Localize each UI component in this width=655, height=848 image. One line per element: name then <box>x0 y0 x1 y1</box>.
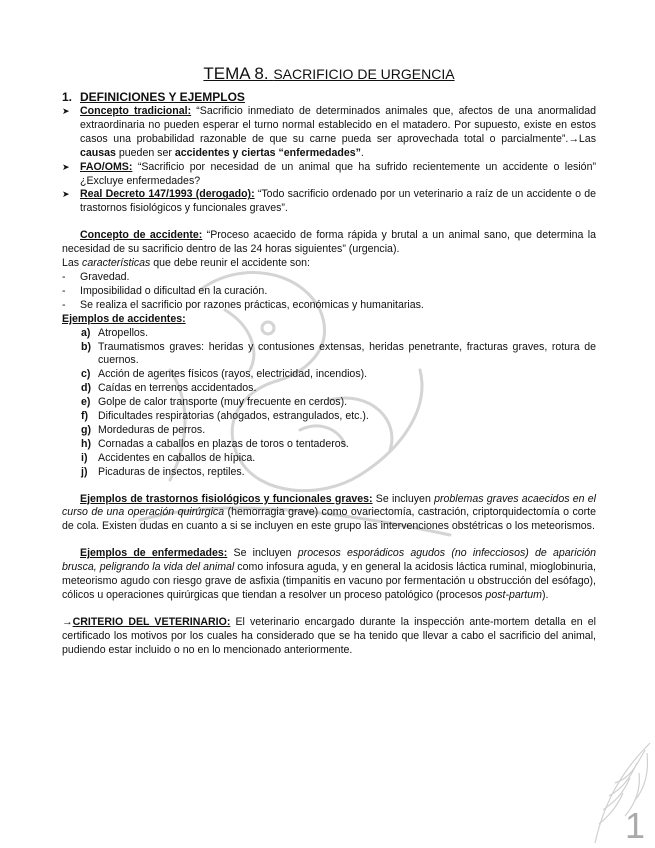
example-text: Accidentes en caballos de hípica. <box>98 451 256 464</box>
example-text: Caídas en terrenos accidentados. <box>98 382 257 395</box>
arrow-bullet-icon: ➤ <box>62 189 70 200</box>
examples-heading-text: Ejemplos de accidentes: <box>62 312 186 325</box>
example-letter: e) <box>81 396 91 409</box>
page-title <box>62 62 596 86</box>
characteristic-text: Gravedad. <box>80 270 130 283</box>
trastornos-paragraph <box>62 493 596 535</box>
enfermedades-text: ). <box>541 589 549 601</box>
definitions-list <box>62 105 596 216</box>
example-text: Traumatismos graves: heridas y contusiones extensas, heridas penetrante, fracturas graves, rotura de cuernos. <box>98 340 596 367</box>
accident-examples-list <box>62 327 596 480</box>
example-text: Acción de agentes físicos (rayos, electricidad, incendios). <box>98 368 368 381</box>
accident-concept-paragraph <box>62 229 596 257</box>
accident-concept-text: “Proceso acaecido de forma rápida y brutal a un animal sano, que determina la necesidad de su sacrificio dentro de las 24 horas siguientes” (urgencia). <box>62 229 597 256</box>
example-letter: c) <box>81 368 91 381</box>
title-sub: SACRIFICIO DE URGENCIA <box>273 66 455 82</box>
document-content <box>62 62 596 658</box>
definition-text: “Sacrificio inmediato de determinados animales que, afectos de una anormalidad extraordinaria no pueden esperar el turno normal establecido en el matadero. Por supuesto, existe en estos casos una probabilidad razonable de que su carne pueda ser aprovechada total o parcialmente”.→Las <box>80 105 596 145</box>
characteristic-item <box>62 285 596 299</box>
definition-label: Concepto tradicional: <box>80 105 192 117</box>
example-letter: g) <box>81 423 91 436</box>
trastornos-label: Ejemplos de trastornos fisiológicos y funcionales graves: <box>80 492 373 505</box>
example-item <box>62 368 596 382</box>
enfermedades-text: como infosura aguda, y en general la acidosis láctica ruminal, mioglobinuria, meteorismo agudo con riesgo grave de asfixia (timpanitis en vacuno por fermentación u obstrucción del esófago), cólicos u operaciones quirúrgicas que tiendan a resolver un proceso patológico (procesos <box>62 561 596 601</box>
example-item <box>62 410 596 424</box>
example-text: Cornadas a caballos en plazas de toros o tentaderos. <box>98 437 349 450</box>
enfermedades-paragraph <box>62 547 596 603</box>
characteristics-intro-italic: características <box>82 257 151 270</box>
definition-label: FAO/OMS: <box>80 160 133 173</box>
arrow-bullet-icon: ➤ <box>62 106 70 116</box>
example-letter: f) <box>81 410 89 423</box>
trastornos-italic: problemas graves acaecidos en el curso de una operación quirúrgica <box>62 492 596 519</box>
characteristic-text: Se realiza el sacrificio por razones prácticas, económicas y humanitarias. <box>80 298 424 311</box>
enfermedades-text: Se incluyen <box>227 547 298 560</box>
dash-bullet: - <box>62 298 66 311</box>
example-item <box>62 341 596 369</box>
example-item <box>62 396 596 410</box>
accident-concept-label: Concepto de accidente: <box>80 229 203 242</box>
criterio-paragraph <box>62 616 596 658</box>
spacer <box>62 480 596 493</box>
definition-item <box>62 161 596 189</box>
right-arrow-icon: → <box>62 615 73 628</box>
dash-bullet: - <box>62 284 66 297</box>
spacer <box>62 534 596 547</box>
example-text: Atropellos. <box>98 326 149 339</box>
example-text: Picaduras de insectos, reptiles. <box>98 465 245 478</box>
title-main: TEMA 8. <box>203 64 269 83</box>
spacer <box>62 603 596 616</box>
definition-text: “Todo sacrificio ordenado por un veterinario a raíz de un accidente o de trastornos fisiológicos y funcionales graves”. <box>80 188 597 215</box>
example-letter: a) <box>81 326 91 339</box>
example-item <box>62 466 596 480</box>
characteristic-item <box>62 271 596 285</box>
enfermedades-italic: post-partum <box>485 589 542 601</box>
characteristics-intro-text: Las <box>62 257 83 270</box>
characteristic-text: Imposibilidad o dificultad en la curación. <box>80 284 268 297</box>
definition-text: “Sacrificio por necesidad de un animal que ha sufrido recientemente un accidente o lesión” ¿Excluye enfermedades? <box>80 160 596 187</box>
definition-text: . <box>360 146 364 159</box>
criterio-text: El veterinario encargado durante la inspección ante-mortem detalla en el certificado los motivos por los cuales ha considerado que se ha tenido que llevar a cabo el sacrificio del animal, pudiendo estar incluido o no en lo mencionado anteriormente. <box>62 615 596 656</box>
characteristics-intro <box>62 257 596 271</box>
example-item <box>62 424 596 438</box>
example-letter: b) <box>81 340 91 353</box>
characteristic-item <box>62 299 596 313</box>
example-letter: i) <box>81 451 88 464</box>
definition-text: pueden ser <box>115 146 175 159</box>
example-text: Golpe de calor transporte (muy frecuente en cerdos). <box>98 396 348 409</box>
trastornos-text: (hemorragia grave) como ovariectomía, castración, criptorquidectomía o corte de cola. Existen dudas en cuanto a si se incluyen en este grupo las intervenciones obstétricas o los meteorismos. <box>62 506 596 533</box>
enfermedades-label: Ejemplos de enfermedades: <box>80 547 228 560</box>
definition-item <box>62 188 596 216</box>
example-item <box>62 438 596 452</box>
example-item <box>62 327 596 341</box>
definition-item <box>62 105 596 161</box>
dash-bullet: - <box>62 270 66 283</box>
example-text: Mordeduras de perros. <box>98 423 206 436</box>
example-item <box>62 452 596 466</box>
spacer <box>62 216 596 229</box>
definition-bold: accidentes y ciertas “enfermedades” <box>174 146 361 159</box>
trastornos-text: Se incluyen <box>372 492 435 505</box>
examples-heading <box>62 313 596 327</box>
page-number: 1 <box>624 805 645 846</box>
section-number: 1. <box>62 90 73 104</box>
example-letter: d) <box>81 382 91 395</box>
example-text: Dificultades respiratorias (ahogados, estrangulados, etc.). <box>98 410 369 423</box>
section-heading <box>62 90 596 105</box>
characteristics-list <box>62 271 596 313</box>
arrow-bullet-icon: ➤ <box>62 161 70 172</box>
example-letter: h) <box>81 437 91 450</box>
definition-bold: causas <box>80 146 116 159</box>
section-heading-text: DEFINICIONES Y EJEMPLOS <box>80 90 245 104</box>
example-item <box>62 382 596 396</box>
criterio-label: CRITERIO DEL VETERINARIO: <box>72 615 231 628</box>
characteristics-intro-text: que debe reunir el accidente son: <box>150 257 310 270</box>
example-letter: j) <box>81 465 88 478</box>
definition-label: Real Decreto 147/1993 (derogado): <box>80 188 255 201</box>
enfermedades-italic: procesos esporádicos agudos (no infecciosos) de aparición brusca, peligrando la vida del animal <box>62 547 597 574</box>
